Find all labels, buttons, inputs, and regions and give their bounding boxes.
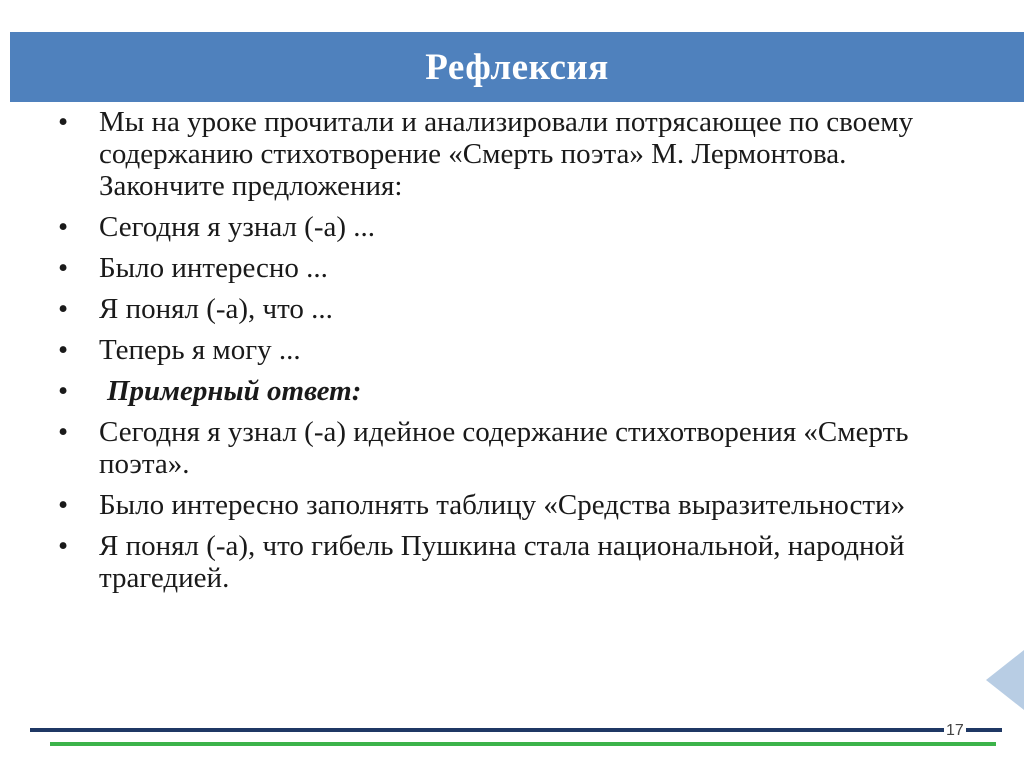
page-number: 17 (946, 722, 964, 739)
list-item-text: Сегодня я узнал (-а) ... (99, 211, 376, 243)
title-bar (10, 32, 1024, 102)
list-item-text: Я понял (-а), что ... (99, 293, 333, 325)
footer-line-blue (30, 728, 1002, 732)
list-item (58, 252, 958, 284)
list-item (58, 334, 958, 366)
bullet-icon: • (58, 530, 69, 562)
list-item (58, 106, 958, 202)
bullet-icon: • (58, 293, 69, 325)
list-item (58, 416, 958, 480)
bullet-icon: • (58, 252, 69, 284)
bullet-icon: • (58, 211, 69, 243)
bullet-list (58, 106, 958, 603)
bullet-icon: • (58, 416, 69, 448)
bullet-icon: • (58, 375, 69, 407)
bullet-icon: • (58, 106, 69, 138)
bullet-icon: • (58, 334, 69, 366)
footer-line-green (50, 742, 996, 746)
corner-arrow-shape (986, 650, 1024, 710)
list-item (58, 211, 958, 243)
list-item-answer-heading (58, 375, 958, 407)
answer-heading-text: Примерный ответ: (107, 375, 362, 407)
list-item-text: Я понял (-а), что гибель Пушкина стала национальной, народной трагедией. (99, 530, 905, 594)
corner-arrow-icon (978, 650, 1024, 710)
bullet-icon: • (58, 489, 69, 521)
list-item-text: Было интересно ... (99, 252, 328, 284)
list-item-text: Мы на уроке прочитали и анализировали потрясающее по своему содержанию стихотворение «Смерть поэта» М. Лермонтова. Закончите предложения: (99, 106, 914, 202)
list-item (58, 293, 958, 325)
list-item-text: Теперь я могу ... (99, 334, 301, 366)
list-item (58, 489, 958, 521)
list-item-text: Сегодня я узнал (-а) идейное содержание стихотворения «Смерть поэта». (99, 416, 909, 480)
slide-title: Рефлексия (425, 46, 609, 88)
list-item (58, 530, 958, 594)
list-item-text: Было интересно заполнять таблицу «Средства выразительности» (99, 489, 906, 521)
